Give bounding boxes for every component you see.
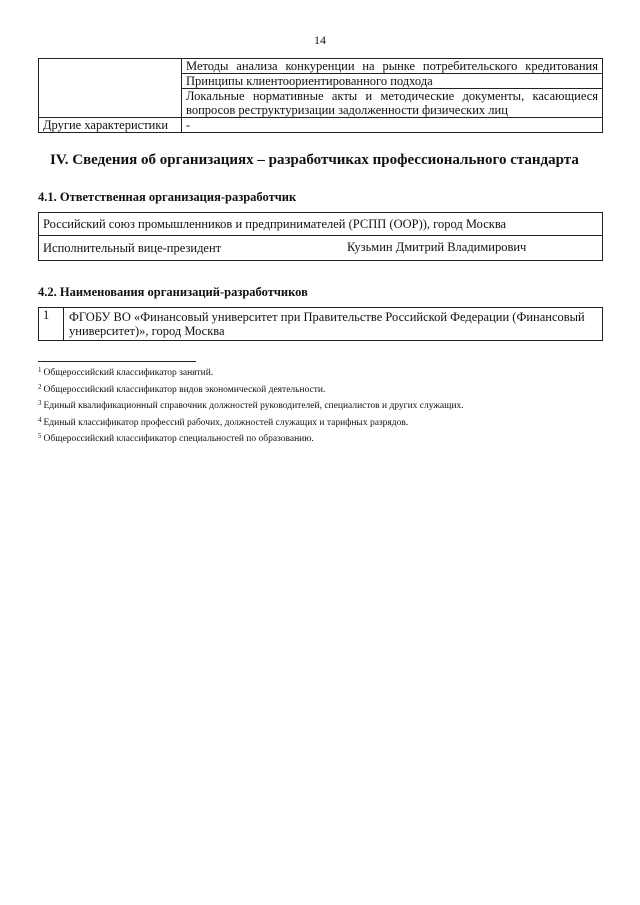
developer-name: ФГОБУ ВО «Финансовый университет при Правительстве Российской Федерации (Финансовый университет)», город Москва: [64, 308, 603, 341]
footnote-divider: [38, 361, 196, 362]
footnote-text: Единый классификатор профессий рабочих, должностей служащих и тарифных разрядов.: [43, 417, 409, 428]
subsection-heading-developers: 4.2. Наименования организаций-разработчиков: [38, 285, 308, 299]
table-cell: Локальные нормативные акты и методические документы, касающиеся вопросов реструктуризации задолженности физических лиц: [182, 89, 603, 118]
footnote: [38, 364, 464, 381]
signatory-name: Кузьмин Дмитрий Владимирович: [347, 240, 527, 254]
footnote-text: Общероссийский классификатор специальностей по образованию.: [43, 434, 314, 444]
table-row: [39, 118, 603, 133]
responsible-org-table: [38, 212, 603, 261]
table-cell: -: [182, 118, 603, 133]
signatory-position: Исполнительный вице-президент: [43, 240, 222, 255]
table-row: [39, 236, 603, 261]
table-row: [39, 59, 603, 74]
table-cell-empty: [39, 59, 182, 118]
footnote-mark: 1: [38, 366, 42, 374]
footnote-mark: 5: [38, 432, 42, 440]
footnotes: [38, 364, 464, 447]
footnote: [38, 397, 464, 414]
footnote-mark: 4: [38, 415, 42, 424]
footnote-text: Единый квалификационный справочник должностей руководителей, специалистов и других служащих.: [43, 401, 464, 411]
developer-number: 1: [39, 308, 64, 341]
table-cell-label: Другие характеристики: [39, 118, 182, 133]
signature-cell: [39, 236, 603, 261]
table-cell: Принципы клиентоориентированного подхода: [182, 74, 603, 89]
org-name-cell: Российский союз промышленников и предпринимателей (РСПП (ООР)), город Москва: [39, 213, 603, 236]
table-row: [39, 308, 603, 341]
subsection-heading-responsible: 4.1. Ответственная организация-разработчик: [38, 190, 297, 204]
page-number: 14: [314, 33, 326, 47]
section-heading: IV. Сведения об организациях – разработчиках профессионального стандарта: [50, 152, 579, 168]
footnote-mark: 3: [38, 399, 42, 407]
table-cell: Методы анализа конкуренции на рынке потребительского кредитования: [182, 59, 603, 74]
footnote-text: Общероссийский классификатор занятий.: [43, 368, 214, 378]
footnote-text: Общероссийский классификатор видов экономической деятельности.: [43, 384, 326, 395]
footnote: [38, 414, 464, 431]
developers-table: [38, 307, 603, 341]
footnote: [38, 430, 464, 447]
footnote: [38, 381, 464, 398]
footnote-mark: 2: [38, 382, 42, 391]
table-row: [39, 213, 603, 236]
characteristics-table: [38, 58, 603, 133]
